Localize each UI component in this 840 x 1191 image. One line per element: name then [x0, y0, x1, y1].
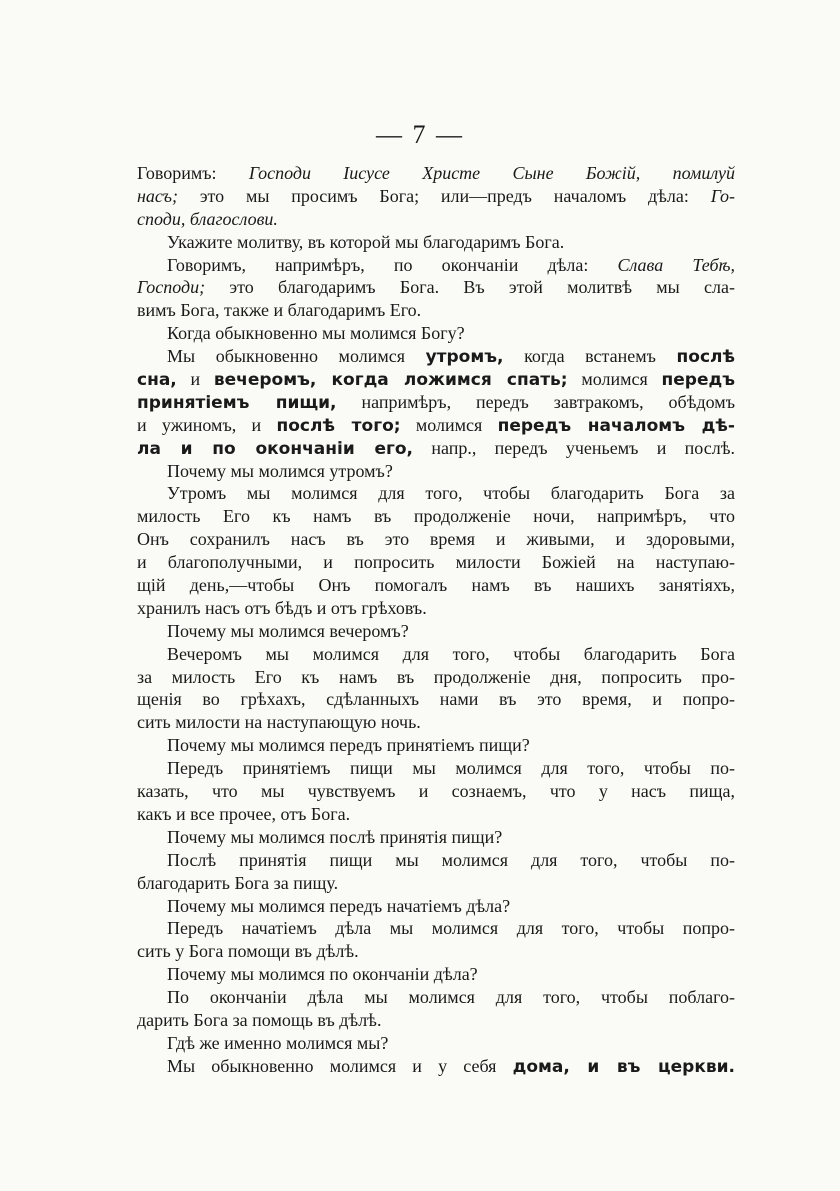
text-line: [137, 345, 735, 368]
text-segment: Почему мы молимся передъ принятіемъ пищи?: [167, 735, 530, 756]
bold-text: послѣ: [676, 347, 735, 368]
text-line: [137, 551, 735, 574]
text-segment: сить у Бога помощи въ дѣлѣ.: [137, 941, 359, 962]
text-segment: это мы просимъ Бога; или—предъ началомъ дѣла:: [178, 185, 711, 206]
text-line: [137, 895, 735, 918]
text-line: [137, 620, 735, 643]
text-segment: Говоримъ:: [137, 163, 249, 183]
text-segment: сить милости на наступающую ночь.: [137, 712, 421, 733]
text-line: [137, 231, 735, 254]
text-line: [137, 872, 735, 895]
text-line: [137, 460, 735, 483]
italic-text: Го-: [710, 185, 735, 206]
text-segment: хранилъ насъ отъ бѣдъ и отъ грѣховъ.: [137, 597, 427, 618]
bold-text: принятіемъ пищи,: [137, 392, 337, 413]
text-segment: это благодаримъ Бога. Въ этой молитвѣ мы сла-: [205, 277, 735, 298]
text-line: [137, 505, 735, 528]
italic-text: споди, благослови.: [137, 208, 278, 229]
text-line: [137, 803, 735, 826]
text-line: [137, 597, 735, 620]
text-line: [137, 826, 735, 849]
text-segment: По окончаніи дѣла мы молимся для того, чтобы поблаго-: [167, 987, 735, 1008]
text-line: [137, 666, 735, 689]
text-line: [137, 780, 735, 803]
text-segment: и ужиномъ, и: [137, 414, 277, 435]
text-line: [137, 322, 735, 345]
bold-text: передъ началомъ дѣ-: [497, 415, 735, 436]
bold-text: передъ: [661, 370, 735, 391]
text-segment: Гдѣ же именно молимся мы?: [167, 1032, 389, 1053]
text-line: [137, 574, 735, 597]
text-segment: за милость Его къ намъ въ продолженіе дня, попросить про-: [137, 666, 735, 687]
text-line: [137, 688, 735, 711]
text-segment: щій день,—чтобы Онъ помогалъ намъ въ нашихъ занятіяхъ,: [137, 575, 735, 596]
text-line: [137, 437, 735, 460]
bold-text: сна,: [137, 370, 177, 391]
text-segment: щенія во грѣхахъ, сдѣланныхъ нами въ это время, и попро-: [137, 689, 735, 710]
text-segment: Онъ сохранилъ насъ въ это время и живыми, и здоровыми,: [137, 529, 735, 550]
text-segment: Послѣ принятія пищи мы молимся для того, чтобы по-: [167, 849, 735, 870]
text-segment: казать, что мы чувствуемъ и сознаемъ, что у насъ пища,: [137, 781, 735, 802]
text-segment: и благополучными, и попросить милости Божіей на наступаю-: [137, 552, 735, 573]
bold-text: утромъ,: [425, 347, 504, 368]
text-segment: Вечеромъ мы молимся для того, чтобы благодарить Бога: [167, 643, 735, 664]
text-line: [137, 528, 735, 551]
bold-text: дома, и въ церкви.: [512, 1056, 735, 1077]
bold-text: вечеромъ, когда ложимся спать;: [213, 370, 568, 391]
text-segment: Передъ начатіемъ дѣла мы молимся для того, чтобы попро-: [167, 918, 735, 939]
text-line: [137, 986, 735, 1009]
text-line: [137, 162, 735, 185]
bold-text: ла и по окончаніи его,: [137, 438, 414, 459]
text-segment: когда встанемъ: [503, 346, 677, 367]
bold-text: послѣ того;: [276, 415, 401, 436]
text-segment: Говоримъ, напримѣръ, по окончаніи дѣла:: [167, 254, 618, 275]
text-line: [137, 414, 735, 437]
text-segment: Мы обыкновенно молимся и у себя: [167, 1055, 513, 1076]
text-line: [137, 276, 735, 299]
text-segment: напр., передъ ученьемъ и послѣ.: [413, 437, 735, 458]
text-segment: дарить Бога за помощь въ дѣлѣ.: [137, 1009, 382, 1030]
text-line: [137, 757, 735, 780]
text-segment: Мы обыкновенно молимся: [167, 346, 426, 367]
page-number: — 7 —: [376, 120, 464, 149]
text-line: [137, 391, 735, 414]
text-line: [137, 643, 735, 666]
text-line: [137, 963, 735, 986]
italic-text: Господи Іисусе Христе Сыне Божій, помилуй: [248, 163, 735, 183]
text-line: [137, 208, 735, 231]
text-segment: Почему мы молимся утромъ?: [167, 460, 393, 481]
text-segment: напримѣръ, передъ завтракомъ, обѣдомъ: [336, 391, 736, 412]
text-line: [137, 299, 735, 322]
text-line: [137, 185, 735, 208]
text-line: [137, 711, 735, 734]
text-line: [137, 1009, 735, 1032]
text-segment: Почему мы молимся вечеромъ?: [167, 620, 409, 641]
text-segment: Передъ принятіемъ пищи мы молимся для того, чтобы по-: [167, 758, 735, 779]
text-segment: молимся: [567, 369, 662, 390]
text-segment: молимся: [400, 414, 498, 435]
text-segment: милость Его къ намъ въ продолженіе ночи, напримѣръ, что: [137, 506, 735, 527]
text-segment: Укажите молитву, въ которой мы благодаримъ Бога.: [167, 231, 565, 252]
italic-text: насъ;: [137, 185, 179, 206]
text-segment: какъ и все прочее, отъ Бога.: [137, 803, 351, 824]
text-line: [137, 917, 735, 940]
text-line: [137, 368, 735, 391]
text-line: [137, 254, 735, 277]
italic-text: Господи;: [137, 277, 206, 298]
text-line: [137, 1032, 735, 1055]
text-segment: Утромъ мы молимся для того, чтобы благодарить Бога за: [167, 483, 735, 504]
italic-text: Слава Тебѣ,: [617, 254, 736, 275]
text-segment: вимъ Бога, также и благодаримъ Его.: [137, 300, 422, 321]
text-segment: Почему мы молимся послѣ принятія пищи?: [167, 826, 503, 847]
text-line: [137, 734, 735, 757]
catechism-text: [137, 162, 735, 1078]
text-line: [137, 849, 735, 872]
text-segment: Почему мы молимся передъ начатіемъ дѣла?: [167, 895, 511, 916]
text-segment: Почему мы молимся по окончаніи дѣла?: [167, 964, 478, 985]
text-line: [137, 1055, 735, 1078]
text-segment: благодарить Бога за пищу.: [137, 872, 339, 893]
text-line: [137, 940, 735, 963]
text-segment: и: [176, 369, 214, 390]
text-line: [137, 482, 735, 505]
text-segment: Когда обыкновенно мы молимся Богу?: [167, 323, 465, 344]
